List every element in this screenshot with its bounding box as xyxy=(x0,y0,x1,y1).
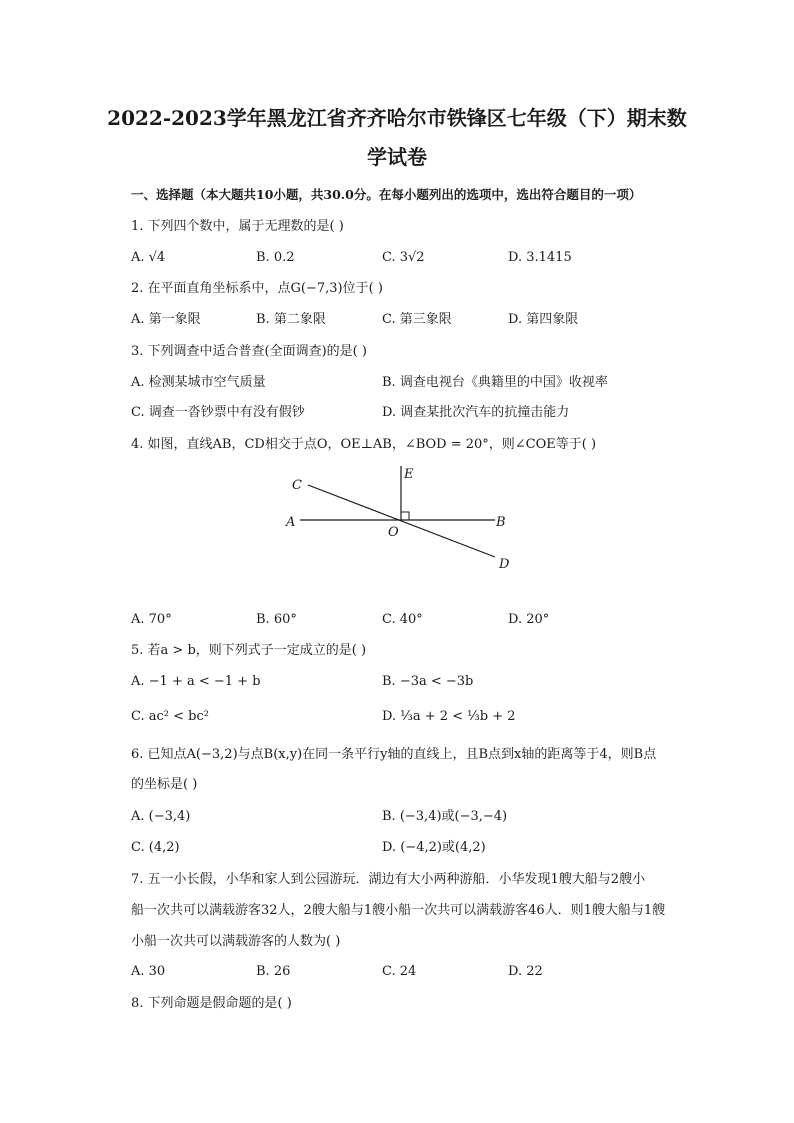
label-e: E xyxy=(404,467,414,482)
question-5-option-c: C. ac² < bc² xyxy=(131,709,209,724)
question-2-option-c: C. 第三象限 xyxy=(382,312,452,327)
question-2-option-a: A. 第一象限 xyxy=(131,312,201,327)
label-c: C xyxy=(292,478,302,493)
exam-title-line2: 学试卷 xyxy=(367,145,427,169)
question-6-option-a: A. (−3,4) xyxy=(131,809,191,824)
question-8-stem: 8. 下列命题是假命题的是( ) xyxy=(131,996,292,1011)
question-2-stem: 2. 在平面直角坐标系中，点G(−7,3)位于( ) xyxy=(131,281,383,296)
question-4-stem: 4. 如图，直线AB，CD相交于点O，OE⊥AB，∠BOD = 20°，则∠COE等于( ) xyxy=(131,437,597,452)
question-4-option-c: C. 40° xyxy=(382,612,423,627)
question-1-stem: 1. 下列四个数中，属于无理数的是( ) xyxy=(131,219,344,234)
question-2-option-b: B. 第二象限 xyxy=(256,312,326,327)
question-7-option-b: B. 26 xyxy=(256,964,291,979)
question-1-option-b: B. 0.2 xyxy=(256,250,295,265)
question-1-option-d: D. 3.1415 xyxy=(508,250,572,265)
question-3-option-c: C. 调查一沓钞票中有没有假钞 xyxy=(131,405,305,420)
question-6-option-d: D. (−4,2)或(4,2) xyxy=(382,840,486,855)
label-a: A xyxy=(286,515,296,530)
question-6-option-b: B. (−3,4)或(−3,−4) xyxy=(382,809,508,824)
label-d: D xyxy=(499,557,510,572)
question-5-option-b: B. −3a < −3b xyxy=(382,674,474,689)
question-3-option-a: A. 检测某城市空气质量 xyxy=(131,375,266,390)
question-7-option-c: C. 24 xyxy=(382,964,417,979)
question-1-option-c: C. 3√2 xyxy=(382,250,425,265)
question-7-option-d: D. 22 xyxy=(508,964,543,979)
question-5-option-d: D. ⅓a + 2 < ⅓b + 2 xyxy=(382,709,516,724)
question-1-option-a: A. √4 xyxy=(131,250,166,265)
question-5-stem: 5. 若a > b，则下列式子一定成立的是( ) xyxy=(131,643,367,658)
question-7-stem-line2: 船一次共可以满载游客32人，2艘大船与1艘小船一次共可以满载游客46人．则1艘大船与1艘 xyxy=(131,903,666,918)
question-7-option-a: A. 30 xyxy=(131,964,166,979)
question-3-option-d: D. 调查某批次汽车的抗撞击能力 xyxy=(382,405,570,420)
question-4-option-d: D. 20° xyxy=(508,612,550,627)
question-3-option-b: B. 调查电视台《典籍里的中国》收视率 xyxy=(382,375,608,390)
exam-title-line1: 2022-2023学年黑龙江省齐齐哈尔市铁锋区七年级（下）期末数 xyxy=(107,106,687,130)
section-heading: 一、选择题（本大题共10小题，共30.0分。在每小题列出的选项中，选出符合题目的一项） xyxy=(131,187,642,202)
question-4-option-b: B. 60° xyxy=(256,612,297,627)
question-7-stem-line1: 7. 五一小长假，小华和家人到公园游玩．湖边有大小两种游船．小华发现1艘大船与2艘小 xyxy=(131,872,646,887)
question-6-stem-line1: 6. 已知点A(−3,2)与点B(x,y)在同一条平行y轴的直线上，且B点到x轴的距离等于4，则B点 xyxy=(131,747,657,762)
question-3-stem: 3. 下列调查中适合普查(全面调查)的是( ) xyxy=(131,344,367,359)
question-6-option-c: C. (4,2) xyxy=(131,840,180,855)
question-4-figure xyxy=(280,460,520,580)
question-4-option-a: A. 70° xyxy=(131,612,172,627)
question-2-option-d: D. 第四象限 xyxy=(508,312,579,327)
label-o: O xyxy=(388,525,399,540)
question-5-option-a: A. −1 + a < −1 + b xyxy=(131,674,261,689)
question-7-stem-line3: 小船一次共可以满载游客的人数为( ) xyxy=(131,934,341,949)
label-b: B xyxy=(496,515,506,530)
right-angle-mark xyxy=(401,512,409,520)
question-6-stem-line2: 的坐标是( ) xyxy=(131,777,198,792)
